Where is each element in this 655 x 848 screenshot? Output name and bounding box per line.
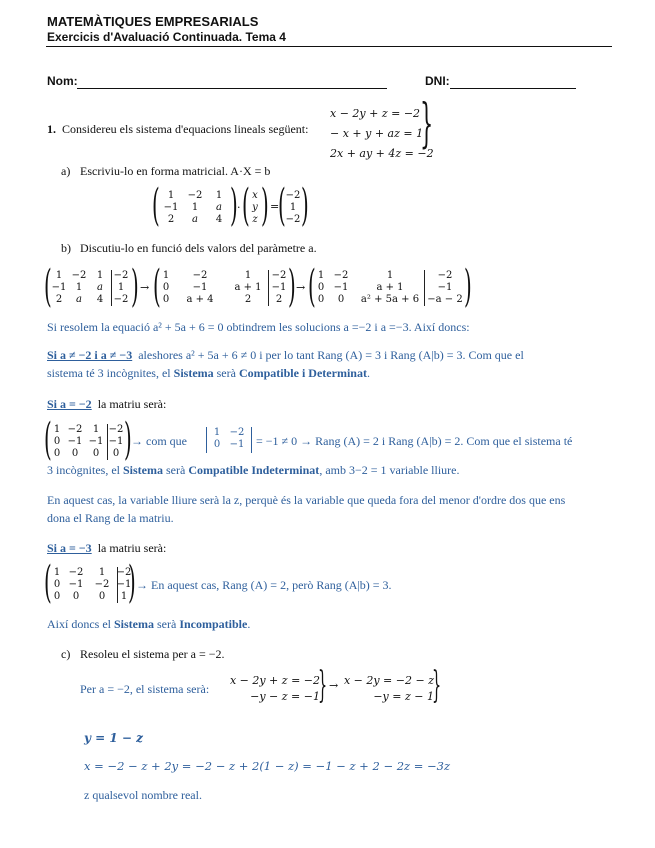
- matrix-a-lparen: (: [152, 180, 160, 231]
- part-c-label: c): [61, 647, 71, 661]
- conclusion-result: Incompatible: [179, 617, 248, 631]
- equals-sign: =: [270, 200, 280, 213]
- part-c-intro: Per a = −2, el sistema serà:: [80, 682, 210, 696]
- m3-rparen: ): [464, 261, 472, 312]
- dni-field[interactable]: [450, 88, 576, 89]
- matrix-a: 1 −2 1 −1 1 a 2 a 4: [163, 190, 223, 225]
- case1-result: Compatible i Determinat: [238, 366, 367, 380]
- dni-label: DNI:: [425, 74, 450, 88]
- case2-line: Si a = −2 la matriu serà:: [47, 397, 167, 411]
- solve-equation-text: Si resolem la equació a² + 5a + 6 = 0 obtindrem les solucions a =−2 i a =−3. Així doncs:: [47, 320, 470, 334]
- vector-x-rparen: ): [261, 180, 269, 231]
- case2-minor: 1 −2 0 −1: [213, 427, 245, 450]
- m2-rparen: ): [288, 261, 296, 312]
- part-a-text: Escriviu-lo en forma matricial. A·X = b: [80, 164, 271, 178]
- arrow-2: →: [296, 281, 306, 294]
- dot-operator: ·: [237, 201, 241, 214]
- part-c-text: Resoleu el sistema per a = −2.: [80, 647, 225, 661]
- m1-rparen: ): [131, 261, 139, 312]
- header-divider: [46, 46, 612, 47]
- case3-rank-text: → En aquest cas, Rang (A) = 2, però Rang (A|b) = 3.: [136, 578, 392, 592]
- free-variable-line1: En aquest cas, la variable lliure serà la z, perquè és la variable que queda fora del menor d'ordre dos que ens: [47, 493, 566, 507]
- part-b-text: Discutiu-lo en funció dels valors del paràmetre a.: [80, 241, 317, 255]
- case2-rank-text: = −1 ≠ 0 → Rang (A) = 2 i Rang (A|b) = 2. Com que el sistema té: [256, 434, 573, 448]
- name-label: Nom:: [47, 74, 78, 88]
- case2-bar: [107, 424, 108, 460]
- minor-lbar: [206, 427, 207, 453]
- conclusion-line: Així doncs el Sistema serà Incompatible.: [47, 617, 251, 631]
- exercise-subtitle: Exercicis d'Avaluació Continuada. Tema 4: [47, 30, 286, 44]
- m1-lparen: (: [44, 261, 52, 312]
- part-a-label: a): [61, 164, 71, 178]
- free-variable-line2: dona el Rang de la matriu.: [47, 511, 174, 525]
- vector-b-lparen: (: [278, 180, 286, 231]
- m2-lparen: (: [153, 261, 161, 312]
- augmented-matrix-2: 1 −2 1 −2 0 −1 a + 1 −1 0 a + 4 2 2: [162, 270, 287, 305]
- case2-lparen: (: [44, 414, 52, 465]
- augmented-matrix-3: 1 −2 1 −2 0 −1 a + 1 −1 0 0 a² + 5a + 6 −a − 2: [317, 270, 463, 305]
- case2-since: → com que: [131, 434, 187, 448]
- vector-b-rparen: ): [301, 180, 309, 231]
- vector-b: −2 1 −2: [285, 190, 301, 225]
- case1-heading: Si a ≠ −2 i a ≠ −3: [47, 348, 133, 362]
- case3-line: Si a = −3 la matriu serà:: [47, 541, 167, 555]
- case3-matrix: 1 −2 1 −2 0 −1 −2 −1 0 0 0 1: [53, 567, 132, 602]
- case1-line1: [47, 348, 524, 363]
- case2-result: Compatible Indeterminat: [188, 463, 320, 477]
- arrow-3: →: [329, 679, 339, 692]
- m2-bar: [268, 270, 269, 306]
- z-note: z qualsevol nombre real.: [84, 788, 202, 802]
- case3-rparen: ): [128, 557, 136, 608]
- course-title: MATEMÀTIQUES EMPRESARIALS: [47, 14, 259, 29]
- case1-text: aleshores a² + 5a + 6 ≠ 0 i per lo tant Rang (A) = 3 i Rang (A|b) = 3. Com que el: [138, 348, 524, 362]
- problem-statement: Considereu els sistema d'equacions lineals següent:: [62, 122, 309, 136]
- case1-line2: sistema té 3 incògnites, el Sistema serà Compatible i Determinat.: [47, 366, 370, 380]
- system-equations: x − 2y + z = −2 − x + y + az = 1 2x + ay + 4z = −2: [330, 107, 434, 160]
- case3-heading: Si a = −3: [47, 541, 92, 555]
- solved-system-brace: }: [432, 665, 442, 706]
- vector-x-lparen: (: [242, 180, 250, 231]
- m3-bar: [424, 270, 425, 306]
- reduced-system-brace: }: [318, 665, 328, 706]
- name-field[interactable]: [77, 88, 387, 89]
- system-brace: }: [420, 94, 434, 154]
- part-b-label: b): [61, 241, 71, 255]
- vector-x: x y z: [252, 190, 258, 225]
- case3-lparen: (: [44, 557, 52, 608]
- m3-lparen: (: [308, 261, 316, 312]
- m1-bar: [111, 270, 112, 306]
- case2-heading: Si a = −2: [47, 397, 92, 411]
- x-solution: x = −2 − z + 2y = −2 − z + 2(1 − z) = −1 − z + 2 − 2z = −3z: [84, 759, 451, 773]
- solved-system: x − 2y = −2 − z −y = z − 1: [343, 674, 434, 703]
- problem-number: 1.: [47, 122, 56, 136]
- reduced-system: x − 2y + z = −2 −y − z = −1: [229, 674, 320, 703]
- y-solution: y = 1 − z: [84, 731, 143, 745]
- matrix-a-rparen: ): [230, 180, 238, 231]
- minor-rbar: [251, 427, 252, 453]
- case3-bar: [117, 567, 118, 603]
- case2-line2: 3 incògnites, el Sistema serà Compatible Indeterminat, amb 3−2 = 1 variable lliure.: [47, 463, 460, 477]
- case2-matrix: 1 −2 1 −2 0 −1 −1 −1 0 0 0 0: [53, 424, 124, 459]
- arrow-1: →: [140, 281, 150, 294]
- case2-rparen: ): [124, 414, 132, 465]
- augmented-matrix-1: 1 −2 1 −2 −1 1 a 1 2 a 4 −2: [51, 270, 129, 305]
